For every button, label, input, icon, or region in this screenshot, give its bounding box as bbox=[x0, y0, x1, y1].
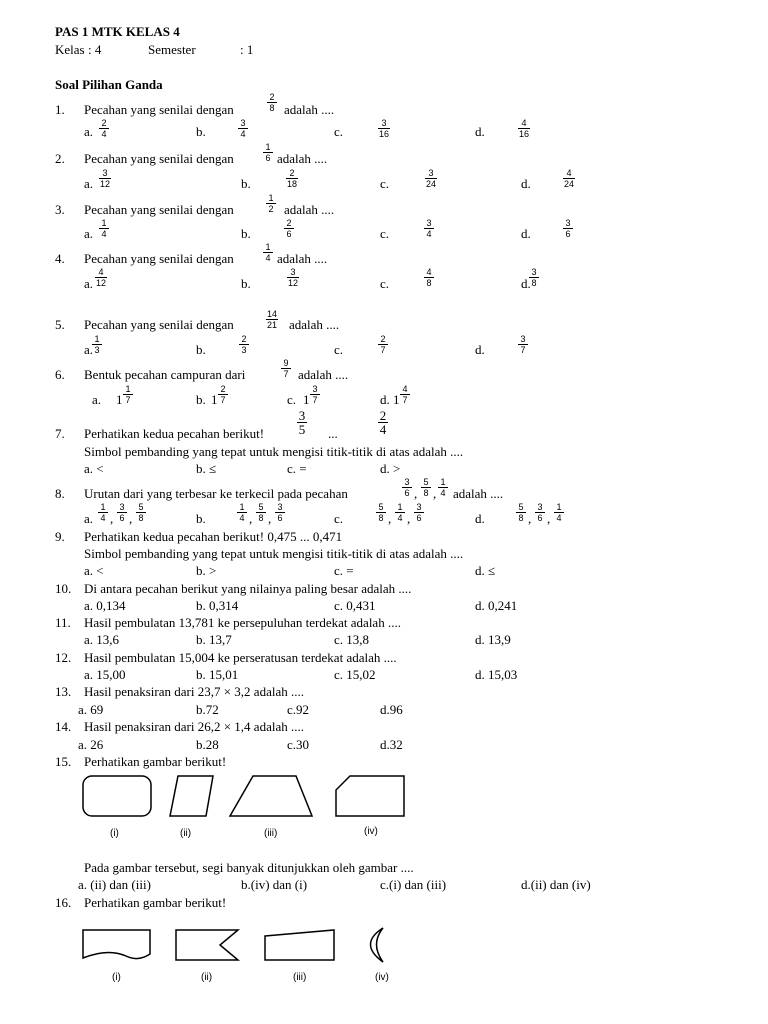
option-a-fraction: 3 12 bbox=[100, 168, 111, 189]
option-b-fraction: 3 6 bbox=[275, 502, 285, 523]
option-c-fraction: 5 8 bbox=[376, 502, 386, 523]
question-number: 15. bbox=[55, 754, 72, 769]
option-b-label: b. bbox=[196, 392, 206, 407]
option-c-label: c. bbox=[380, 226, 390, 241]
question-text: Perhatikan kedua pecahan berikut! bbox=[84, 426, 265, 441]
notched-rectangle-shape bbox=[176, 930, 238, 960]
option-b-fraction: 1 4 bbox=[237, 502, 247, 523]
question-text: Pada gambar tersebut, segi banyak ditunjukkan oleh gambar .... bbox=[84, 860, 414, 875]
option-d: d. 13,9 bbox=[475, 632, 511, 647]
option-d: d.32 bbox=[380, 737, 403, 752]
option-c-label: c. bbox=[380, 276, 390, 291]
comparison-dots: ... bbox=[328, 426, 338, 441]
figure-caption: (iii) bbox=[264, 828, 278, 839]
option-d-fraction: 4 16 bbox=[519, 118, 530, 139]
option-b: b.(iv) dan (i) bbox=[241, 877, 308, 892]
option-d-fraction: 3 7 bbox=[518, 334, 528, 355]
option-d-label: d. bbox=[521, 176, 531, 191]
quadrilateral-shape bbox=[265, 930, 334, 960]
fraction: 2 8 bbox=[267, 92, 277, 113]
option-a-label: a. bbox=[84, 176, 94, 191]
option-b-label: b. bbox=[241, 276, 251, 291]
option-b: b.72 bbox=[196, 702, 219, 717]
option-c-fraction: 3 4 bbox=[424, 218, 434, 239]
option-b: b. 0,314 bbox=[196, 598, 239, 613]
option-c: c. 15,02 bbox=[334, 667, 376, 682]
mixed-whole: 1 bbox=[211, 392, 218, 407]
option-c-label: c. bbox=[334, 511, 344, 526]
option-c: c. = bbox=[334, 563, 354, 578]
option-c: c.92 bbox=[287, 702, 310, 717]
option-a-label: a. bbox=[84, 226, 94, 241]
option-d: d. > bbox=[380, 461, 401, 476]
option-b: b. 13,7 bbox=[196, 632, 232, 647]
option-c-label: c. bbox=[334, 124, 344, 139]
option-d: d. 15,03 bbox=[475, 667, 518, 682]
question-number: 7. bbox=[55, 426, 65, 441]
option-b: b. 15,01 bbox=[196, 667, 239, 682]
option-d-fraction: 4 7 bbox=[400, 384, 410, 405]
option-a: a. 69 bbox=[78, 702, 104, 717]
question-number: 4. bbox=[55, 251, 65, 266]
question-text: Pecahan yang senilai dengan bbox=[84, 102, 234, 117]
option-b-fraction: 3 4 bbox=[238, 118, 248, 139]
option-b-label: b. bbox=[241, 176, 251, 191]
option-a: a. 15,00 bbox=[84, 667, 126, 682]
option-d-fraction: 1 4 bbox=[554, 502, 564, 523]
option-c-fraction: 3 24 bbox=[426, 168, 437, 189]
crescent-shape bbox=[371, 928, 384, 962]
mixed-whole: 1 bbox=[303, 392, 310, 407]
option-b-label: b. bbox=[196, 511, 206, 526]
option-a-fraction: 4 12 bbox=[96, 267, 107, 288]
question-text: Hasil penaksiran dari 26,2 × 1,4 adalah .... bbox=[84, 719, 304, 734]
option-b-label: b. bbox=[196, 342, 206, 357]
option-d: d.96 bbox=[380, 702, 403, 717]
question-text: Hasil penaksiran dari 23,7 × 3,2 adalah .... bbox=[84, 684, 304, 699]
figure-caption: (ii) bbox=[180, 828, 192, 839]
separator-comma: , bbox=[129, 511, 133, 526]
document-title: PAS 1 MTK KELAS 4 bbox=[55, 24, 180, 39]
option-c-label: c. bbox=[380, 176, 390, 191]
option-c-fraction: 3 6 bbox=[414, 502, 424, 523]
question-number: 2. bbox=[55, 151, 65, 166]
option-a: a. 0,134 bbox=[84, 598, 126, 613]
option-a-fraction: 1 4 bbox=[99, 218, 109, 239]
pentagon-shape bbox=[336, 776, 404, 816]
option-d: d. ≤ bbox=[475, 563, 496, 578]
question-number: 13. bbox=[55, 684, 72, 699]
question-text: Pecahan yang senilai dengan bbox=[84, 317, 234, 332]
figure-caption: (i) bbox=[112, 972, 121, 983]
figure-caption: (ii) bbox=[201, 972, 213, 983]
option-c-label: c. bbox=[287, 392, 297, 407]
parallelogram-shape bbox=[170, 776, 213, 816]
question-text: Urutan dari yang terbesar ke terkecil pada pecahan bbox=[84, 486, 348, 501]
semester-value: : 1 bbox=[240, 42, 254, 57]
option-b-fraction: 2 7 bbox=[218, 384, 228, 405]
mixed-whole: 1 bbox=[116, 392, 123, 407]
option-a-fraction: 5 8 bbox=[136, 502, 146, 523]
question-text: Perhatikan gambar berikut! bbox=[84, 754, 227, 769]
option-b: b. > bbox=[196, 563, 217, 578]
option-a-label: a. bbox=[84, 124, 94, 139]
option-c-fraction: 3 16 bbox=[379, 118, 390, 139]
option-d-label: d. bbox=[380, 392, 390, 407]
option-b-fraction: 2 6 bbox=[284, 218, 294, 239]
option-d: d. 0,241 bbox=[475, 598, 518, 613]
option-b-label: b. bbox=[241, 226, 251, 241]
question-number: 1. bbox=[55, 102, 65, 117]
shapes-figure-15 bbox=[78, 770, 418, 830]
separator-comma: , bbox=[528, 511, 532, 526]
option-a: a. 13,6 bbox=[84, 632, 120, 647]
option-a-fraction: 2 4 bbox=[99, 118, 109, 139]
fraction: 14 21 bbox=[267, 309, 278, 330]
option-c: c. = bbox=[287, 461, 307, 476]
question-text-end: adalah .... bbox=[284, 102, 335, 117]
question-text: Simbol pembanding yang tepat untuk mengisi titik-titik di atas adalah .... bbox=[84, 444, 464, 459]
question-text: Pecahan yang senilai dengan bbox=[84, 151, 234, 166]
option-b-fraction: 3 12 bbox=[288, 267, 299, 288]
separator-comma: , bbox=[407, 511, 411, 526]
fraction: 1 4 bbox=[263, 242, 273, 263]
option-d-label: d. bbox=[475, 342, 485, 357]
fraction: 3 5 bbox=[298, 408, 306, 437]
option-a: a. (ii) dan (iii) bbox=[78, 877, 151, 892]
question-number: 16. bbox=[55, 895, 72, 910]
wavy-rectangle-shape bbox=[83, 930, 150, 959]
option-c-fraction: 1 4 bbox=[395, 502, 405, 523]
separator-comma: , bbox=[249, 511, 253, 526]
option-b: b.28 bbox=[196, 737, 219, 752]
question-text: Pecahan yang senilai dengan bbox=[84, 202, 234, 217]
option-b-fraction: 5 8 bbox=[256, 502, 266, 523]
option-c-label: c. bbox=[334, 342, 344, 357]
separator-comma: , bbox=[433, 486, 437, 501]
question-text: Pecahan yang senilai dengan bbox=[84, 251, 234, 266]
option-b-label: b. bbox=[196, 124, 206, 139]
question-number: 6. bbox=[55, 367, 65, 382]
question-text-end: adalah .... bbox=[289, 317, 340, 332]
question-number: 11. bbox=[55, 615, 71, 630]
fraction: 9 7 bbox=[281, 358, 291, 379]
question-text: Perhatikan kedua pecahan berikut! 0,475 ... 0,471 bbox=[84, 529, 343, 544]
question-text: Simbol pembanding yang tepat untuk mengisi titik-titik di atas adalah .... bbox=[84, 546, 464, 561]
section-title: Soal Pilihan Ganda bbox=[55, 77, 163, 92]
question-text-end: adalah .... bbox=[298, 367, 349, 382]
option-a-fraction: 1 3 bbox=[92, 334, 102, 355]
option-d-fraction: 3 6 bbox=[563, 218, 573, 239]
option-d-fraction: 3 8 bbox=[529, 267, 539, 288]
question-number: 9. bbox=[55, 529, 65, 544]
separator-comma: , bbox=[268, 511, 272, 526]
option-d-label: d. bbox=[475, 124, 485, 139]
option-d-fraction: 5 8 bbox=[516, 502, 526, 523]
figure-caption: (i) bbox=[110, 828, 119, 839]
question-text: Perhatikan gambar berikut! bbox=[84, 895, 227, 910]
mixed-whole: 1 bbox=[393, 392, 400, 407]
option-a-fraction: 1 7 bbox=[123, 384, 133, 405]
option-d-label: d. bbox=[521, 276, 531, 291]
question-number: 14. bbox=[55, 719, 72, 734]
question-text: Bentuk pecahan campuran dari bbox=[84, 367, 246, 382]
semester-label: Semester bbox=[148, 42, 196, 57]
option-d-label: d. bbox=[521, 226, 531, 241]
option-d-label: d. bbox=[475, 511, 485, 526]
question-number: 8. bbox=[55, 486, 65, 501]
option-d-fraction: 3 6 bbox=[535, 502, 545, 523]
fraction: 3 6 bbox=[402, 477, 412, 498]
option-a: a. < bbox=[84, 563, 104, 578]
question-number: 10. bbox=[55, 581, 72, 596]
fraction: 2 4 bbox=[379, 408, 387, 437]
question-text-end: adalah .... bbox=[284, 202, 335, 217]
option-d-fraction: 4 24 bbox=[564, 168, 575, 189]
fraction: 1 4 bbox=[438, 477, 448, 498]
separator-comma: , bbox=[110, 511, 114, 526]
kelas-value: : 4 bbox=[88, 42, 102, 57]
option-a-label: a. bbox=[92, 392, 102, 407]
question-number: 5. bbox=[55, 317, 65, 332]
question-text: Di antara pecahan berikut yang nilainya paling besar adalah .... bbox=[84, 581, 412, 596]
separator-comma: , bbox=[547, 511, 551, 526]
option-b-fraction: 2 18 bbox=[287, 168, 298, 189]
option-c: c. 0,431 bbox=[334, 598, 376, 613]
option-b: b. ≤ bbox=[196, 461, 217, 476]
trapezoid-shape bbox=[230, 776, 312, 816]
option-c: c. 13,8 bbox=[334, 632, 370, 647]
fraction: 5 8 bbox=[421, 477, 431, 498]
fraction: 1 6 bbox=[263, 142, 273, 163]
question-text: Hasil pembulatan 15,004 ke perseratusan terdekat adalah .... bbox=[84, 650, 397, 665]
question-number: 3. bbox=[55, 202, 65, 217]
option-a: a. < bbox=[84, 461, 104, 476]
option-c-fraction: 4 8 bbox=[424, 267, 434, 288]
fraction: 1 2 bbox=[266, 193, 276, 214]
question-text-end: adalah .... bbox=[277, 251, 328, 266]
question-text: Hasil pembulatan 13,781 ke persepuluhan terdekat adalah .... bbox=[84, 615, 401, 630]
question-text-end: adalah .... bbox=[453, 486, 504, 501]
option-a-fraction: 3 6 bbox=[117, 502, 127, 523]
option-c-fraction: 2 7 bbox=[378, 334, 388, 355]
option-a: a. 26 bbox=[78, 737, 104, 752]
option-b-fraction: 2 3 bbox=[239, 334, 249, 355]
figure-caption: (iv) bbox=[364, 826, 378, 837]
shapes-figure-16 bbox=[78, 924, 418, 969]
option-c: c.(i) dan (iii) bbox=[380, 877, 447, 892]
separator-comma: , bbox=[414, 486, 418, 501]
option-a-label: a. bbox=[84, 276, 94, 291]
figure-caption: (iv) bbox=[375, 972, 389, 983]
question-text-end: adalah .... bbox=[277, 151, 328, 166]
figure-caption: (iii) bbox=[293, 972, 307, 983]
separator-comma: , bbox=[388, 511, 392, 526]
option-c: c.30 bbox=[287, 737, 310, 752]
option-a-fraction: 1 4 bbox=[98, 502, 108, 523]
option-c-fraction: 3 7 bbox=[310, 384, 320, 405]
option-a-label: a. bbox=[84, 342, 94, 357]
question-number: 12. bbox=[55, 650, 72, 665]
option-d: d.(ii) dan (iv) bbox=[521, 877, 591, 892]
option-a-label: a. bbox=[84, 511, 94, 526]
kelas-label: Kelas bbox=[55, 42, 85, 57]
rounded-rectangle-shape bbox=[83, 776, 151, 816]
